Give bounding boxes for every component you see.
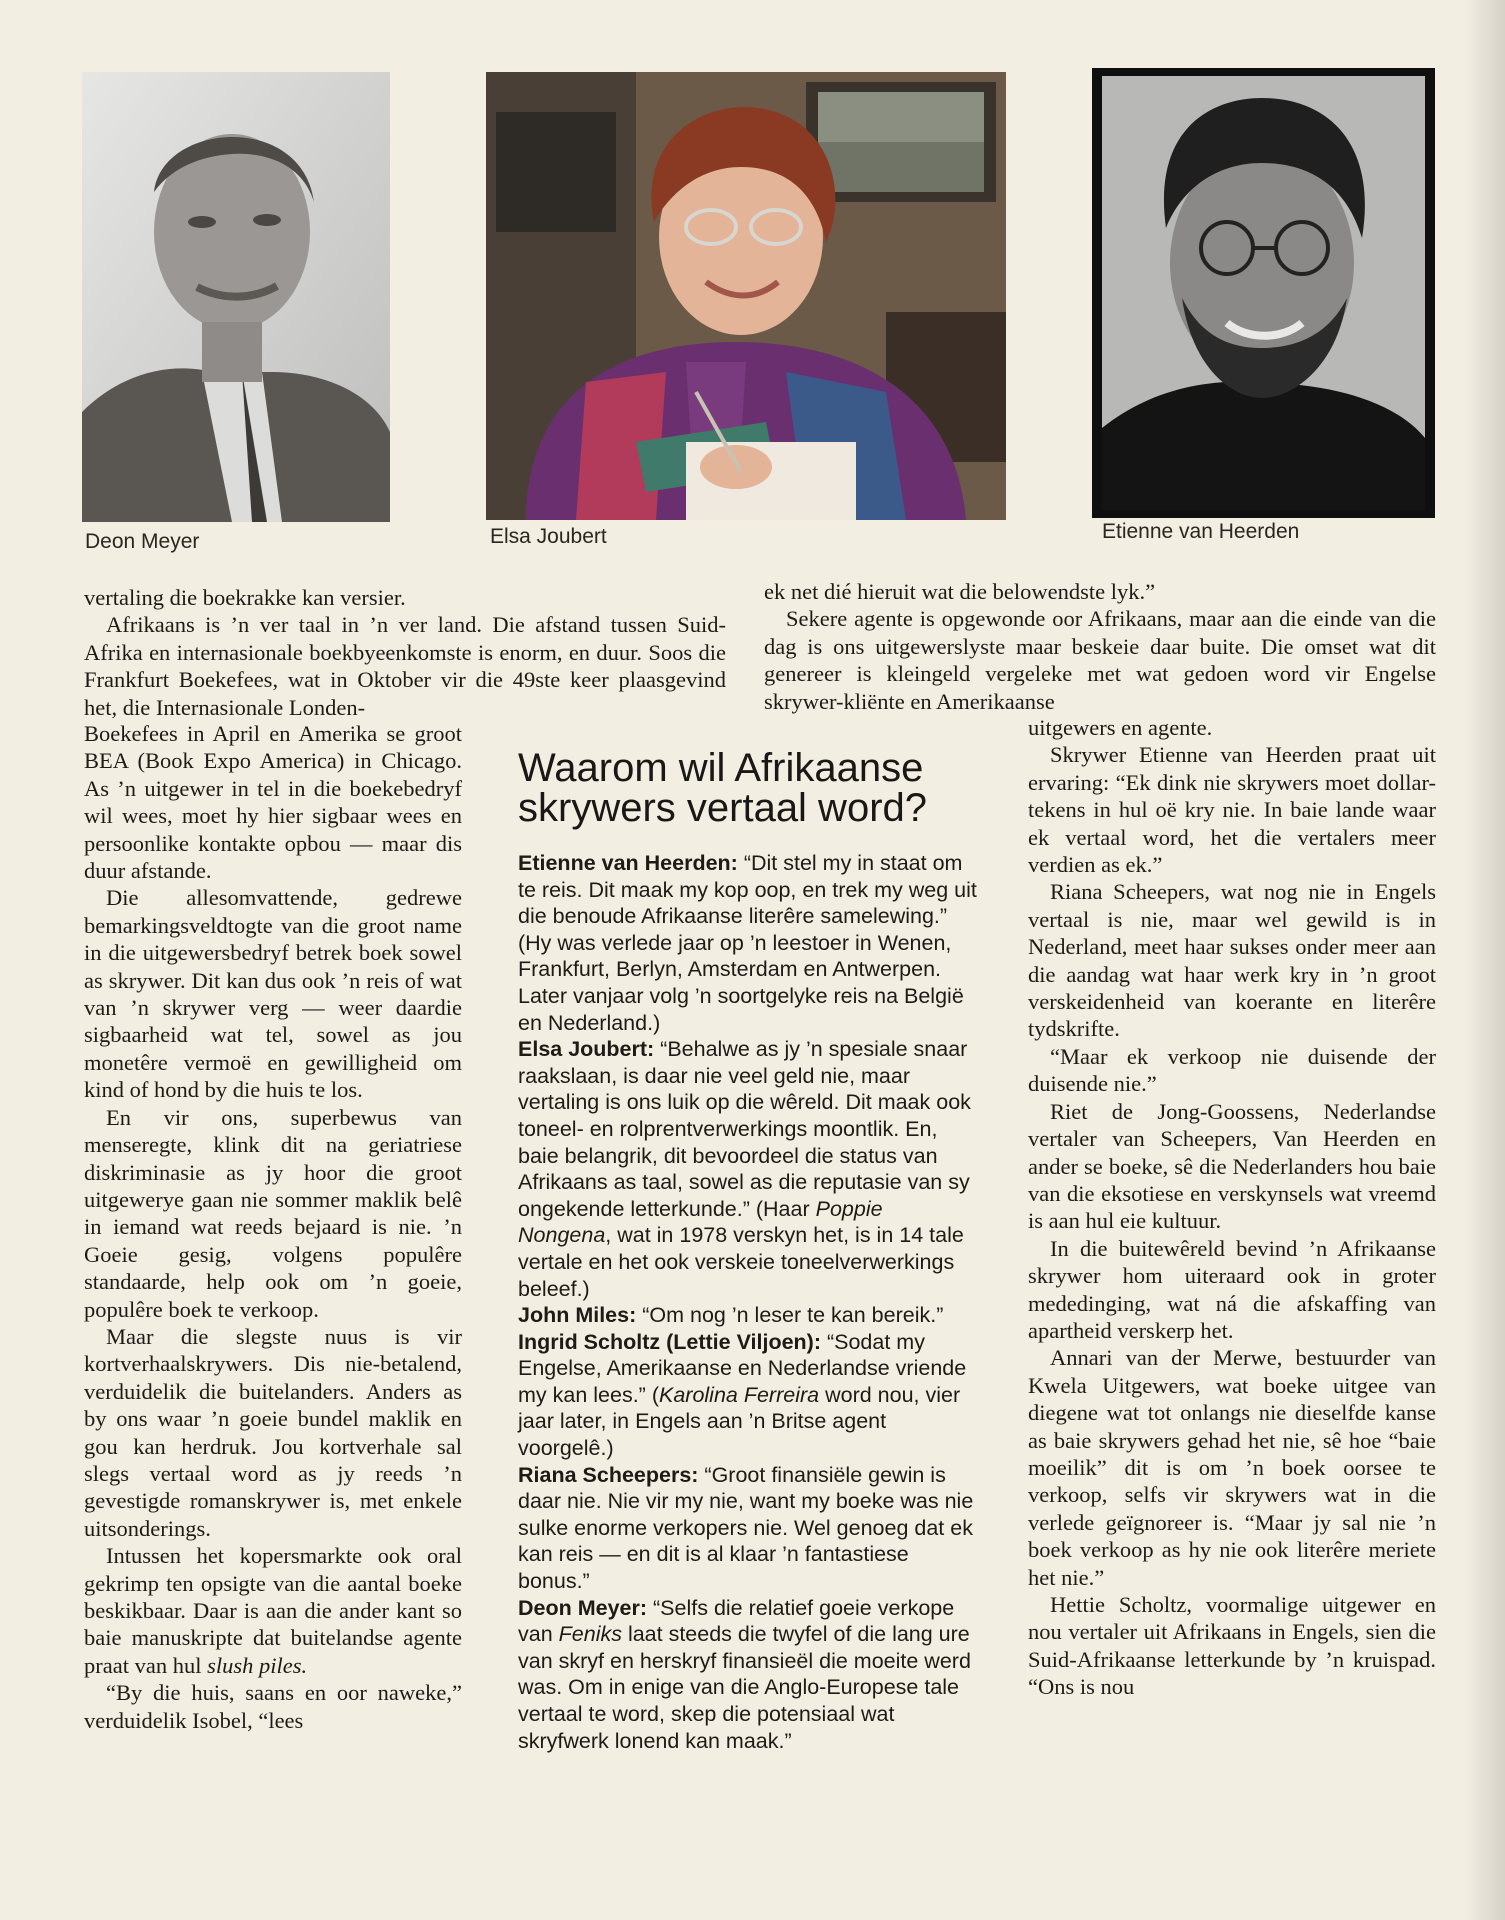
sidebar-entry-text: “Om nog ’n leser te kan bereik.” — [636, 1303, 944, 1328]
paragraph: Die allesomvattende, gedrewe bemarkingsveldtogte van die groot name in die uitgewersbedryf betrek boek sowel as skrywer. Dit kan dus ook ’n reis of wat van ’n skrywer verg — weer daardie sigbaarheid wat tel, sowel as jou monetêre vermoë en gewilligheid om kind of hond by die huis te los. — [84, 885, 462, 1103]
paragraph: “By die huis, saans en oor naweke,” verduidelik Isobel, “lees — [84, 1680, 462, 1733]
sidebar-entry-name: Ingrid Scholtz (Lettie Viljoen): — [518, 1329, 821, 1354]
paragraph: Afrikaans is ’n ver taal in ’n ver land. Die afstand tussen Suid-Afrika en internasionale boekbyeenkomste is enorm, en duur. Soos die Frankfurt Boekefees, wat in Oktober vir die 49ste keer plaasgevind het, die Internasionale Londen- — [84, 612, 726, 720]
sidebar-entry-name: Elsa Joubert: — [518, 1037, 655, 1062]
sidebar-entry-text: “Selfs die relatief goeie verkope van — [518, 1595, 955, 1647]
sidebar-entry-title: Poppie Nongena — [518, 1196, 883, 1248]
sidebar-entry-text: “Behalwe as jy ’n spesiale snaar raakslaan, is daar nie veel geld nie, maar vertaling is ons luik op die wêreld. Dit maak ook toneel- en rolprentverwerkings moontlik. En, baie belangrik, dit bevoordeel die status van Afrikaans as taal, sowel as die reputasie van sy ongekende letterkunde.” (Haar — [518, 1037, 971, 1221]
sidebar-entry-text: laat steeds die twyfel of die lang ure van skryf en herskryf finansieël die moeite werd was. Om in enige van die Anglo-Europese tale vertaal te word, skep die potensiaal wat skryfwerk lonend kan maak.” — [518, 1622, 971, 1753]
paragraph — [84, 1542, 462, 1679]
body-column-mid-top — [764, 578, 1436, 715]
sidebar-entry-name: Deon Meyer: — [518, 1595, 648, 1620]
photo-elsa-joubert — [486, 72, 1006, 520]
paragraph: Sekere agente is opgewonde oor Afrikaans, maar aan die einde van die dag is ons uitgewerslyste maar beskeie daar buite. Die omset wat dit genereer is kleingeld vergeleke met wat gedoen word vir Engelse skrywer-kliënte en Amerikaanse — [764, 606, 1436, 714]
sidebar-entry — [518, 1595, 978, 1755]
sidebar-entry-title: Karolina Ferreira — [658, 1382, 820, 1407]
caption-elsa-joubert: Elsa Joubert — [490, 525, 607, 548]
paragraph: Skrywer Etienne van Heerden praat uit ervaring: “Ek dink nie skrywers moet dollar-tekens in hul oë kry nie. In baie lande waar ek vertaal word, het die vertalers meer verdien as ek.” — [1028, 742, 1436, 878]
body-column-left-top — [84, 584, 726, 721]
paragraph: ek net dié hieruit wat die belowendste lyk.” — [764, 579, 1156, 604]
paragraph: Boekefees in April en Amerika se groot BEA (Book Expo America) in Chicago. As ’n uitgewer in tel in die boekebedryf wil wees, moet hy hier sigbaar wees en persoonlike kontakte opbou — maar dis duur afstande. — [84, 721, 462, 884]
body-column-right — [1028, 714, 1436, 1701]
sidebar-box — [518, 748, 978, 1754]
sidebar-entry-name: Riana Scheepers: — [518, 1462, 699, 1487]
sidebar-entry — [518, 1462, 978, 1595]
photo-deon-meyer — [82, 72, 390, 522]
paragraph: Maar die slegste nuus is vir kortverhaalskrywers. Dis nie-betalend, verduidelik die buitelanders. Anders as by ons waar ’n goeie bundel maklik en gou kan herdruk. Jou kortverhale sal slegs vertaal word as jy reeds ’n gevestigde romanskrywer is, met enkele uitsonderings. — [84, 1323, 462, 1541]
sidebar-entry-text: word nou, vier jaar later, in Engels aan ’n Britse agent voorgelê.) — [518, 1382, 961, 1461]
page-edge-shadow — [1465, 0, 1505, 1920]
paragraph: Riet de Jong-Goossens, Nederlandse vertaler van Scheepers, Van Heerden en ander se boeke, sê die Nederlanders hou baie van die eksotiese en verskynsels wat vreemd is aan hul eie kultuur. — [1028, 1098, 1436, 1234]
sidebar-entry-text: “Sodat my Engelse, Amerikaanse en Nederlandse vriende my kan lees.” ( — [518, 1329, 967, 1407]
sidebar-heading: Waarom wil Afrikaanse skrywers vertaal word? — [518, 746, 928, 830]
paragraph-text: Intussen het kopersmarkte ook oral gekrimp ten opsigte van die aantal boeke beskikbaar. Daar is aan die ander kant so baie manuskripte dat buitelandse agente praat van hul — [84, 1543, 462, 1678]
photo-etienne-van-heerden — [1092, 68, 1435, 518]
sidebar-entry-text: “Dit stel my in staat om te reis. Dit maak my kop oop, en trek my weg uit die benoude Afrikaanse literêre samelewing.” (Hy was verlede jaar op ’n leestoer in Wenen, Frankfurt, Berlyn, Amsterdam en Antwerpen. Later vanjaar volg ’n soortgelyke reis na België en Nederland.) — [518, 851, 977, 1035]
paragraph: “Maar ek verkoop nie duisende der duisende nie.” — [1028, 1043, 1436, 1097]
sidebar-entry-name: John Miles: — [518, 1303, 637, 1328]
sidebar-entry — [518, 850, 978, 1036]
sidebar-entry — [518, 1036, 978, 1302]
paragraph: Riana Scheepers, wat nog nie in Engels vertaal is nie, maar wel gewild is in Nederland, meet haar sukses onder meer aan die aandag wat haar werk kry in ’n groot verskeidenheid van koerante en literêre tydskrifte. — [1028, 879, 1436, 1042]
sidebar-entry — [518, 1302, 978, 1329]
caption-deon-meyer: Deon Meyer — [85, 530, 200, 553]
paragraph: Hettie Scholtz, voormalige uitgewer en nou vertaler uit Afrikaans in Engels, sien die Suid-Afrikaanse letterkunde by ’n kruispad. “Ons is nou — [1028, 1592, 1436, 1700]
paragraph: Annari van der Merwe, bestuurder van Kwela Uitgewers, wat boeke uitgee van diegene wat tot onlangs nie dieselfde kanse as baie skrywers gehad het nie, sê hoe “baie moeilik” dit is om ’n boek oorsee te verkoop, selfs vir skrywers wat in die verlede geïgnoreer is. “Maar jy sal nie ’n boek verkoop as hy nie ook literêre meriete het nie.” — [1028, 1345, 1436, 1590]
sidebar-entries — [518, 850, 978, 1754]
paragraph: uitgewers en agente. — [1028, 715, 1213, 740]
body-column-left — [84, 720, 462, 1734]
sidebar-entry-text: , wat in 1978 verskyn het, is in 14 tale vertale en het ook verskeie toneelverwerkings beleef.) — [518, 1223, 964, 1301]
paragraph: In die buitewêreld bevind ’n Afrikaanse skrywer hom uiteraard ook in groter mededinging, wat ná die afskaffing van apartheid verskerp het. — [1028, 1235, 1436, 1343]
italic-term: slush piles. — [207, 1652, 308, 1678]
sidebar-entry — [518, 1329, 978, 1462]
caption-etienne-van-heerden: Etienne van Heerden — [1102, 520, 1300, 543]
paragraph: En vir ons, superbewus van menseregte, klink dit na geriatriese diskriminasie as jy hoor die groot uitgewerye gaan nie sommer maklik belê in iemand wat reeds bejaard is nie. ’n Goeie gesig, volgens populêre standaarde, help ook om ’n goeie, populêre boek te verkoop. — [84, 1104, 462, 1322]
sidebar-entry-text: “Groot finansiële gewin is daar nie. Nie vir my nie, want my boeke was nie sulke enorme verkopers nie. Wel genoeg dat ek kan reis — en dit is al klaar ’n fantastiese bonus.” — [518, 1462, 974, 1594]
sidebar-entry-title: Feniks — [558, 1622, 622, 1647]
sidebar-entry-name: Etienne van Heerden: — [518, 851, 738, 875]
paragraph: vertaling die boekrakke kan versier. — [84, 585, 406, 610]
